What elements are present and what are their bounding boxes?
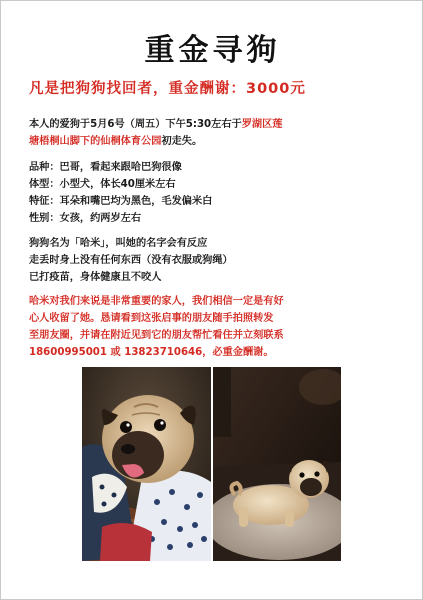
- reward-line: 凡是把狗狗找回者，重金酬谢：3000元: [29, 81, 306, 97]
- lost-intro-text: 本人的爱狗于5月6号（周五）下午5:30左右于: [29, 119, 242, 130]
- lost-intro-line-2: [29, 133, 401, 150]
- dog-photo-rug: [213, 367, 341, 561]
- lost-place: 罗湖区莲: [241, 119, 283, 130]
- dog-attributes: [29, 159, 401, 227]
- attribute-features: 特征：耳朵和嘴巴均为黑色，毛发偏米白: [29, 196, 213, 207]
- lost-intro-end: 初走失。: [161, 136, 203, 147]
- pug-on-rug-image: [213, 367, 341, 561]
- lost-intro: [29, 116, 401, 150]
- attribute-size: 体型：小型犬，体长40厘米左右: [29, 179, 176, 190]
- appeal-line: 哈米对我们来说是非常重要的家人，我们相信一定是有好: [29, 296, 284, 307]
- appeal-line: 至朋友圈，并请在附近见到它的朋友帮忙看住并立刻联系: [29, 330, 284, 341]
- poster-title: 重金寻狗: [144, 33, 281, 68]
- appeal-paragraph: [29, 293, 401, 361]
- dog-photo-blanket: [82, 367, 211, 561]
- pug-on-blanket-image: [82, 367, 211, 561]
- attribute-gender: 性别：女孩，约两岁左右: [29, 213, 142, 224]
- note-no-collar: 走丢时身上没有任何东西（没有衣服或狗绳）: [29, 255, 233, 266]
- note-vaccinated: 已打疫苗，身体健康且不咬人: [29, 272, 162, 283]
- lost-place-continued: 塘梧桐山脚下的仙桐体育公园: [29, 136, 162, 147]
- attribute-breed: 品种：巴哥，看起来跟哈巴狗很像: [29, 162, 182, 173]
- lost-intro-line-1: [29, 116, 401, 133]
- appeal-line: 心人收留了她。恳请看到这张启事的朋友随手拍照转发: [29, 313, 274, 324]
- appeal-contact-line: 18600995001 或 13823710646，必重金酬谢。: [29, 347, 274, 358]
- dog-notes: [29, 235, 401, 286]
- note-name: 狗狗名为「哈米」，叫她的名字会有反应: [29, 238, 208, 249]
